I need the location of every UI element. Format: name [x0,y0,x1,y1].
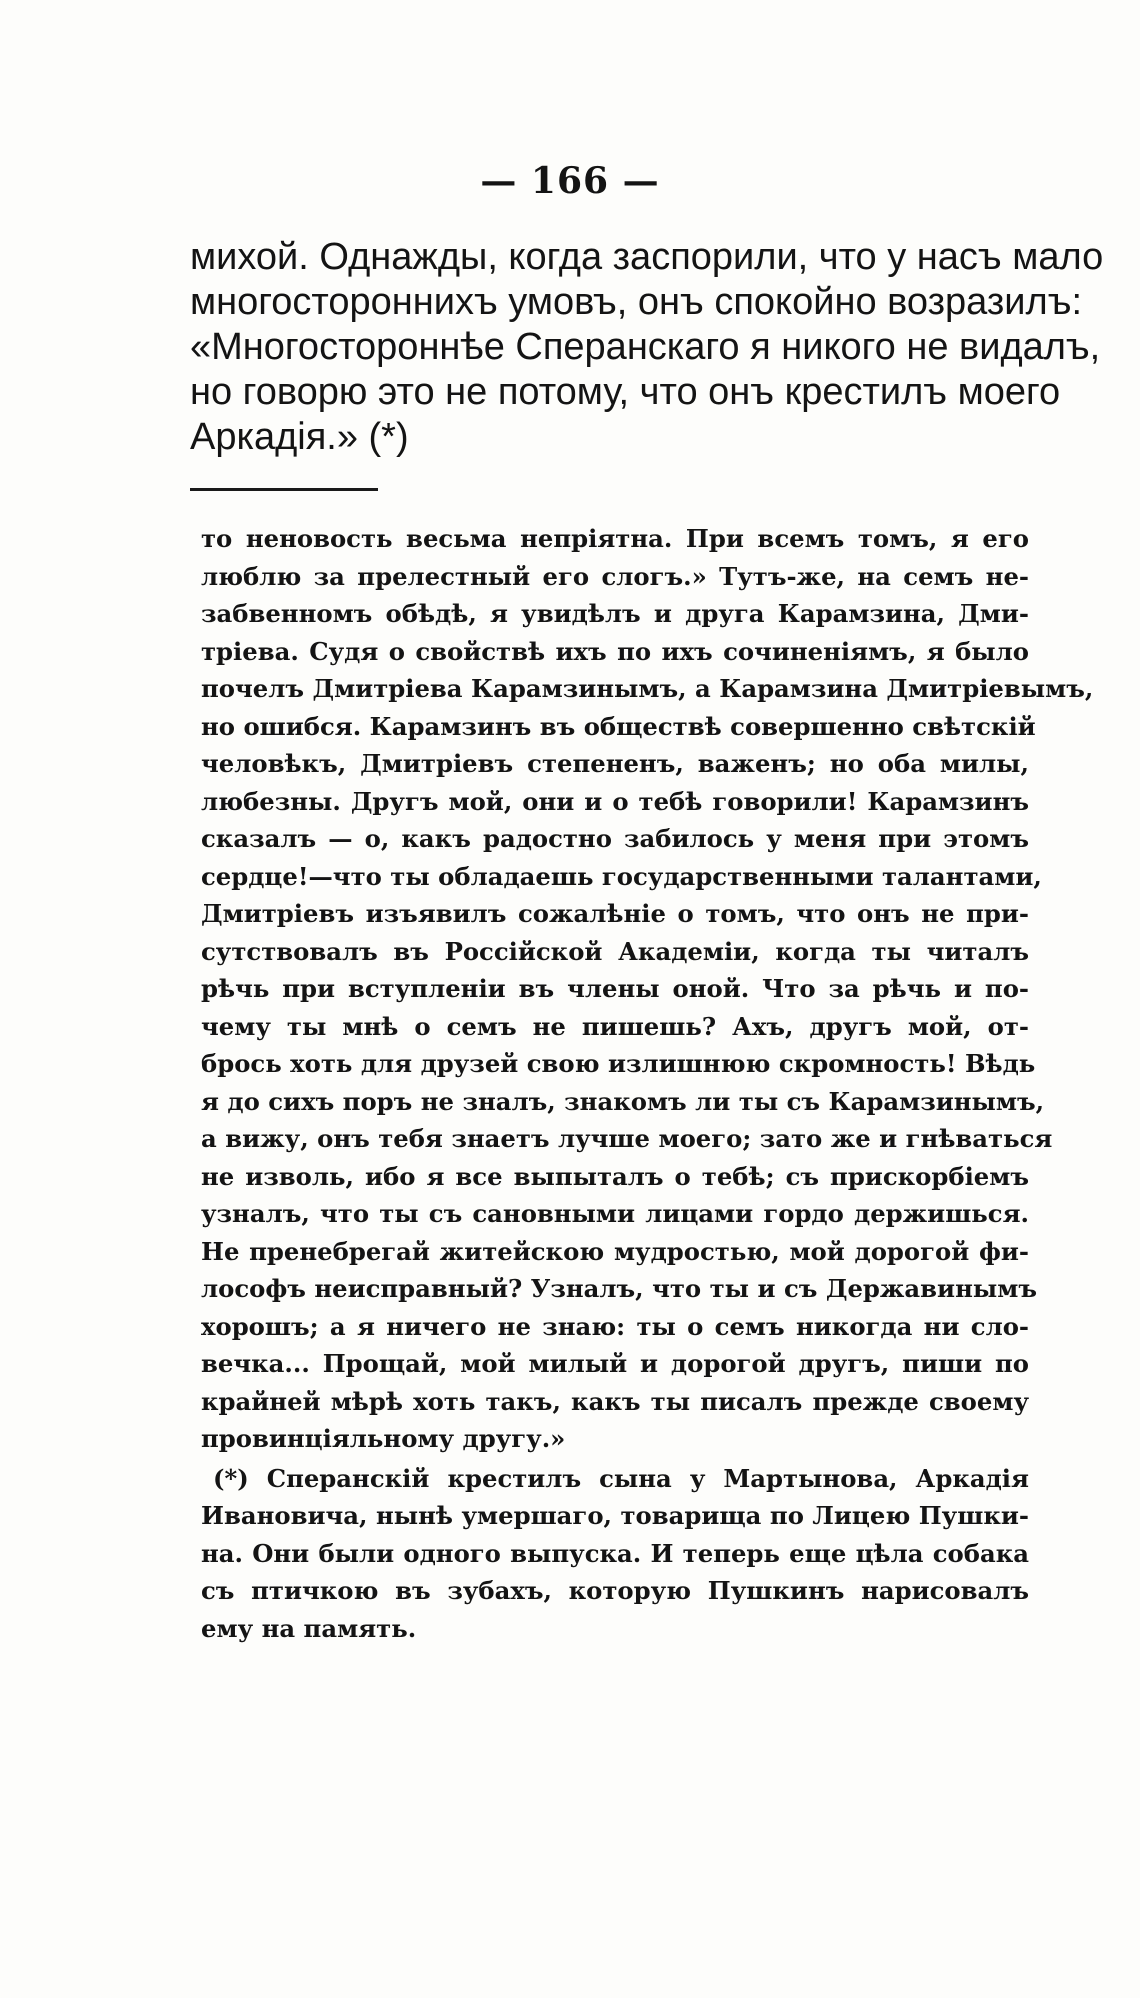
letter-line: чему ты мнѣ о семъ не пишешь? Ахъ, другъ мой, от- [201,1011,1029,1041]
letter-line: а вижу, онъ тебя знаетъ лучше моего; зато же и гнѣваться [201,1124,1053,1153]
letter-line: не изволь, ибо я все выпыталъ о тебѣ; съ прискорбіемъ [201,1161,1029,1191]
page-number: — 166 — [480,160,660,202]
letter-line: брось хоть для друзей свою излишнюю скромность! Вѣдь [201,1049,1036,1078]
letter-line: рѣчь при вступленіи въ члены оной. Что за рѣчь и по- [201,974,1029,1003]
main-text-line: михой. Однажды, когда заспорили, что у насъ мало [190,236,1104,278]
letter-line: вечка... Прощай, мой милый и дорогой другъ, пиши по [201,1349,1029,1378]
footnote-line: на. Они были одного выпуска. И теперь еще цѣла собака [201,1538,1029,1568]
letter-line: сердце!—что ты обладаешь государственными талантами, [201,861,1042,891]
letter-line: Дмитріевъ изъявилъ сожалѣніе о томъ, что онъ не при- [201,899,1029,928]
footnote-note-block [201,1460,1029,1648]
letter-line: я до сихъ поръ не зналъ, знакомъ ли ты съ Карамзинымъ, [201,1086,1045,1116]
footnote-line: съ птичкою въ зубахъ, которую Пушкинъ нарисовалъ [201,1576,1029,1605]
letter-line: хорошъ; а я ничего не знаю: ты о семъ никогда ни сло- [201,1311,1029,1341]
letter-line: почелъ Дмитріева Карамзинымъ, а Карамзина Дмитріевымъ, [201,674,1094,703]
footnote-area [201,520,1094,1647]
footnote-separator-rule [190,488,378,491]
letter-line: забвенномъ обѣдѣ, я увидѣлъ и друга Карамзина, Дми- [201,599,1029,628]
letter-line: Не пренебрегай житейскою мудростью, мой дорогой фи- [201,1236,1029,1266]
letter-line: тріева. Судя о свойствѣ ихъ по ихъ сочиненіямъ, я было [201,636,1029,666]
letter-line: человѣкъ, Дмитріевъ степененъ, важенъ; но оба милы, [201,749,1029,778]
letter-line: лософъ неисправный? Узналъ, что ты и съ Державинымъ [201,1274,1037,1303]
footnote-line: Ивановича, нынѣ умершаго, товарища по Лицею Пушки- [201,1501,1029,1530]
letter-line: любезны. Другъ мой, они и о тебѣ говорили! Карамзинъ [201,786,1029,816]
footnote-line: (*) Сперанскій крестилъ сына у Мартынова, Аркадія [213,1463,1029,1493]
main-text-line: многостороннихъ умовъ, онъ спокойно возразилъ: [190,281,1082,323]
letter-line: люблю за прелестный его слогъ.» Тутъ-же, на семъ не- [201,561,1029,591]
letter-line: сутствовалъ въ Россійской Академіи, когда ты читалъ [201,936,1029,966]
letter-quote-block [201,520,1094,1458]
letter-line: узналъ, что ты съ сановными лицами гордо держишься. [201,1199,1029,1228]
main-text-line: Аркадія.» (*) [190,416,409,458]
letter-line: провинціяльному другу.» [201,1424,566,1453]
letter-line: сказалъ — о, какъ радостно забилось у меня при этомъ [201,824,1029,853]
letter-line: крайней мѣрѣ хоть такъ, какъ ты писалъ прежде своему [201,1386,1029,1416]
main-text-block [190,235,1104,460]
letter-line: но ошибся. Карамзинъ въ обществѣ совершенно свѣтскій [201,711,1036,741]
main-text-line: «Многостороннѣе Сперанскаго я никого не видалъ, [190,326,1101,368]
letter-line: то неновость весьма непріятна. При всемъ томъ, я его [201,524,1029,553]
main-text-line: но говорю это не потому, что онъ крестилъ моего [190,371,1061,413]
footnote-line: ему на память. [201,1613,417,1643]
